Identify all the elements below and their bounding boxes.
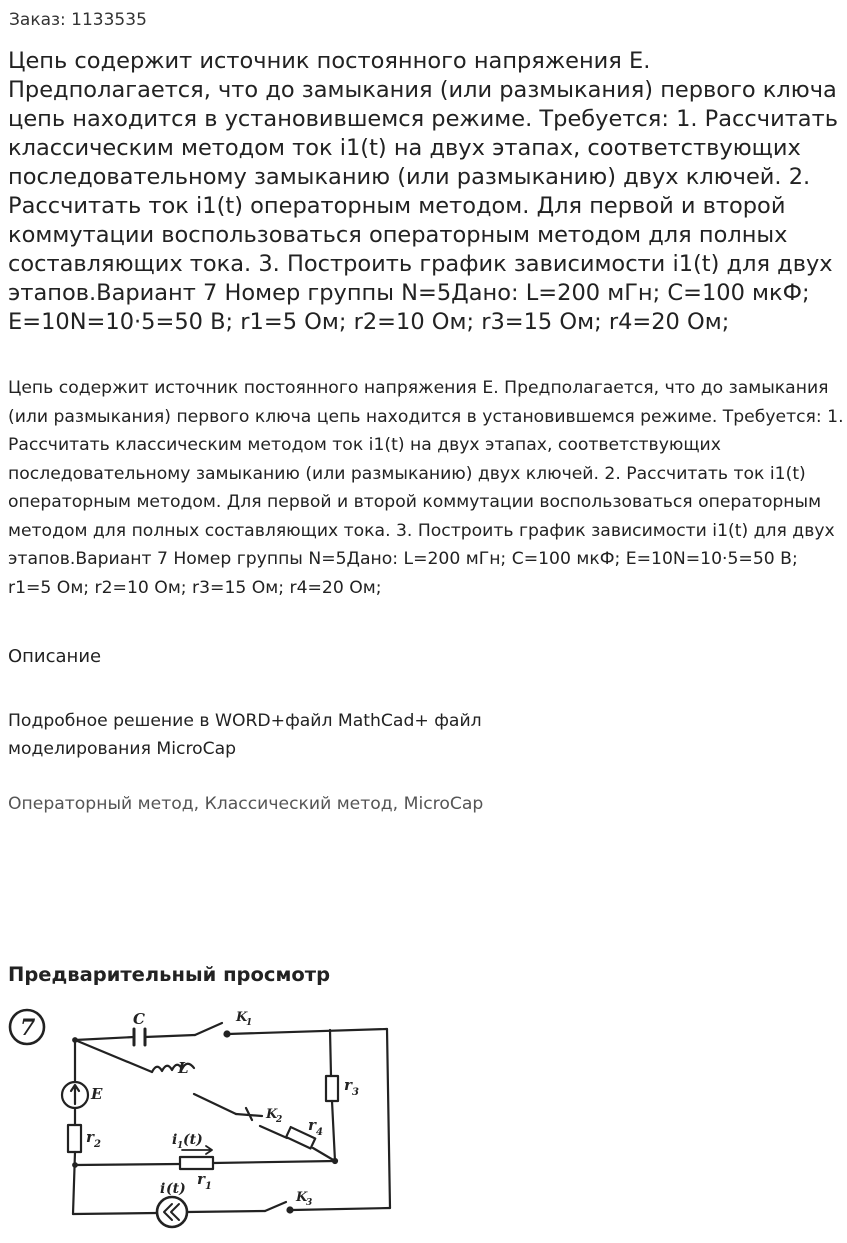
tag-link[interactable]: Классический метод — [204, 794, 393, 814]
label-r3-sub: 3 — [352, 1087, 359, 1098]
label-c: C — [133, 1010, 145, 1028]
label-r1: r — [197, 1170, 205, 1188]
wire-middle — [75, 1161, 335, 1165]
node-dot — [333, 1159, 337, 1163]
description-label: Описание — [8, 646, 102, 667]
label-r2-sub: 2 — [94, 1139, 101, 1150]
label-r4-sub: 4 — [316, 1127, 323, 1138]
capacitor-icon — [134, 1029, 145, 1045]
switch-k1-icon — [195, 1023, 222, 1035]
variant-number: 7 — [20, 1015, 36, 1041]
switch-k2-icon — [236, 1108, 262, 1120]
source-e-arrow — [71, 1085, 79, 1104]
label-k2: K — [266, 1107, 278, 1122]
tag-list — [8, 794, 483, 814]
label-k1-sub: 1 — [246, 1018, 253, 1028]
label-i1: i — [172, 1132, 178, 1148]
wire-left — [73, 1040, 75, 1214]
label-k3: K — [296, 1190, 308, 1205]
label-k3-sub: 3 — [306, 1198, 313, 1208]
tag-separator: , — [392, 794, 404, 814]
label-r3: r — [344, 1076, 352, 1094]
circuit-preview — [0, 998, 420, 1238]
switch-k3-icon — [265, 1202, 286, 1211]
label-r2: r — [86, 1128, 94, 1146]
tag-link[interactable]: MicroCap — [403, 794, 484, 814]
label-l: L — [178, 1059, 189, 1077]
order-number: Заказ: 1133535 — [9, 10, 147, 30]
wire-bottom — [73, 1208, 390, 1214]
resistor-r1-icon — [180, 1157, 213, 1169]
node-dot — [73, 1038, 77, 1042]
label-i1-arg: (t) — [183, 1132, 203, 1148]
task-body: Цепь содержит источник постоянного напряжения E. Предполагается, что до замыкания (или размыкания) первого ключа цепь находится в установившемся режиме. Требуется: 1. Рассчитать классическим методом ток i1(t) на двух этапах, соответствующих последовательному замыканию (или размыканию) двух ключей. 2. Рассчитать ток i1(t) операторным методом. Для первой и второй коммутации воспользоваться операторным методом для полных составляющих тока. 3. Построить график зависимости i1(t) для двух этапов.Вариант 7 Номер группы N=5Дано: L=200 мГн; C=100 мкФ; E=10N=10·5=50 В; r1=5 Ом; r2=10 Ом; r3=15 Ом; r4=20 Ом; — [8, 378, 844, 598]
resistor-r2-icon — [68, 1125, 81, 1152]
tag-link[interactable]: Операторный метод — [8, 794, 194, 814]
node-dot — [73, 1163, 77, 1167]
label-r1-sub: 1 — [205, 1181, 212, 1192]
description-text: Подробное решение в WORD+файл MathCad+ файл моделирования MicroCap — [8, 711, 482, 759]
label-i1-sub: 1 — [177, 1141, 184, 1151]
label-k1: K — [236, 1010, 248, 1025]
wire-top — [75, 1029, 387, 1040]
label-i-arg: (t) — [166, 1181, 186, 1197]
wire-right — [387, 1029, 390, 1208]
label-e: E — [91, 1085, 103, 1103]
label-k2-sub: 2 — [276, 1115, 283, 1125]
resistor-r3-icon — [326, 1076, 338, 1101]
wire-r3-branch — [330, 1030, 335, 1161]
switch-k1-contact — [225, 1032, 230, 1037]
label-i: i — [160, 1181, 166, 1197]
page-title: Цепь содержит источник постоянного напряжения E. Предполагается, что до замыкания (или размыкания) первого ключа цепь находится в установившемся режиме. Требуется: 1. Рассчитать классическим методом ток i1(t) на двух этапах, соответствующих последовательному замыканию (или размыканию) двух ключей. 2. Рассчитать ток i1(t) операторным методом. Для первой и второй коммутации воспользоваться операторным методом для полных составляющих тока. 3. Построить график зависимости i1(t) для двух этапов.Вариант 7 Номер группы N=5Дано: L=200 мГн; C=100 мкФ; E=10N=10·5=50 В; r1=5 Ом; r2=10 Ом; r3=15 Ом; r4=20 Ом; — [8, 48, 838, 335]
label-r4: r — [308, 1116, 316, 1134]
preview-heading: Предварительный просмотр — [8, 963, 331, 986]
switch-k3-contact — [288, 1208, 293, 1213]
tag-separator: , — [193, 794, 205, 814]
ammeter-symbol — [164, 1204, 179, 1220]
